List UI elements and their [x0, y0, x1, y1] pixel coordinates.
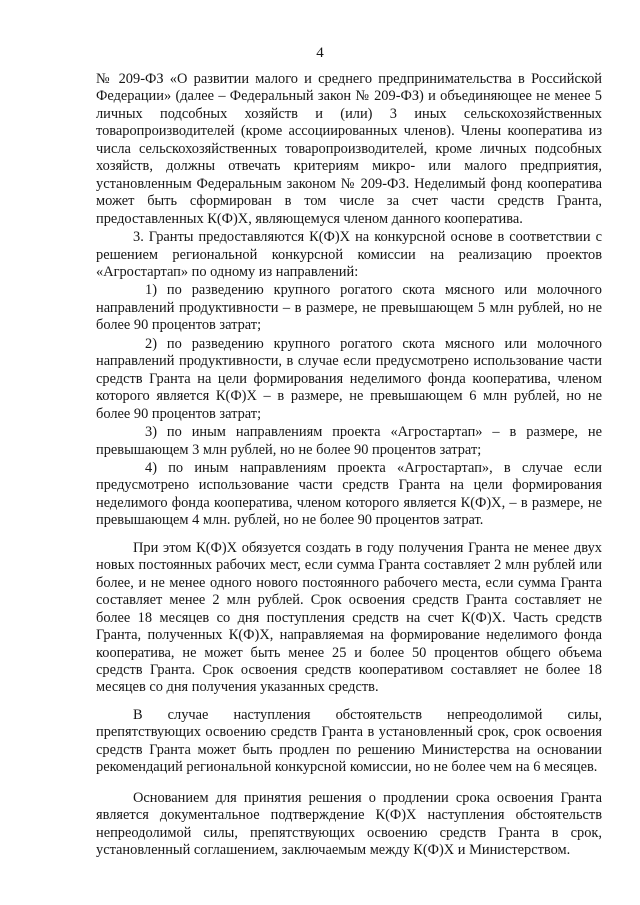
- paragraph-cooperative-definition: № 209-ФЗ «О развитии малого и среднего предпринимательства в Российской Федерации» (далее – Федеральный закон № 209-ФЗ) и объединяющее не менее 5 личных подсобных хозяйств и (или) 3 иных сельскохозяйственных товаропроизводителей (кроме ассоциированных членов). Члены кооператива из числа сельскохозяйственных товаропроизводителей, кроме личных подсобных хозяйств, должны отвечать критериям микро- или малого предприятия, установленным Федеральным законом № 209-ФЗ. Неделимый фонд кооператива может быть сформирован в том числе за счет части средств Гранта, предоставленных К(Ф)Х, являющемуся членом данного кооператива.: [96, 71, 602, 227]
- list-item-4: 4) по иным направлениям проекта «Агростартап», в случае если предусмотрено использование части средств Гранта на цели формирования неделимого фонда кооператива, членом которого является К(Ф)Х, – в размере, не превышающем 4 млн. рублей, но не более 90 процентов затрат.: [96, 459, 602, 529]
- document-body: [96, 71, 602, 859]
- list-item-1: 1) по разведению крупного рогатого скота мясного или молочного направлений продуктивности – в размере, не превышающем 5 млн рублей, но не более 90 процентов затрат;: [96, 282, 602, 334]
- list-item-3: 3) по иным направлениям проекта «Агростартап» – в размере, не превышающем 3 млн рублей, но не более 90 процентов затрат;: [96, 424, 602, 458]
- page-number: 4: [316, 45, 324, 61]
- paragraph-obligations: При этом К(Ф)Х обязуется создать в году получения Гранта не менее двух новых постоянных рабочих мест, если сумма Гранта составляет 2 млн рублей или более, и не менее одного нового постоянного рабочего места, если сумма Гранта составляет менее 2 млн рублей. Срок освоения средств Гранта составляет не более 18 месяцев со дня поступления средств на счет К(Ф)Х. Часть средств Гранта, полученных К(Ф)Х, направляемая на формирование неделимого фонда кооператива, не может быть менее 25 и более 50 процентов общего объема средств Гранта. Срок освоения средств кооперативом составляет не более 18 месяцев со дня получения указанных средств.: [96, 539, 602, 696]
- paragraph-extension-grounds: Основанием для принятия решения о продлении срока освоения Гранта является документальное подтверждение К(Ф)Х наступления обстоятельств непреодолимой силы, препятствующих освоению средств Гранта в срок, установленный соглашением, заключаемым между К(Ф)Х и Министерством.: [96, 789, 602, 859]
- list-item-2: 2) по разведению крупного рогатого скота мясного или молочного направлений продуктивности, в случае если предусмотрено использование части средств Гранта на цели формирования неделимого фонда кооператива, членом которого является К(Ф)Х – в размере, не превышающем 6 млн рублей, но не более 90 процентов затрат;: [96, 335, 602, 422]
- paragraph-force-majeure: В случае наступления обстоятельств непреодолимой силы, препятствующих освоению средств Гранта в установленный срок, срок освоения средств Гранта может быть продлен по решению Министерства на основании рекомендаций региональной конкурсной комиссии, но не более чем на 6 месяцев.: [96, 706, 602, 776]
- paragraph-clause-3: 3. Гранты предоставляются К(Ф)Х на конкурсной основе в соответствии с решением региональной конкурсной комиссии на реализацию проектов «Агростартап» по одному из направлений:: [96, 229, 602, 280]
